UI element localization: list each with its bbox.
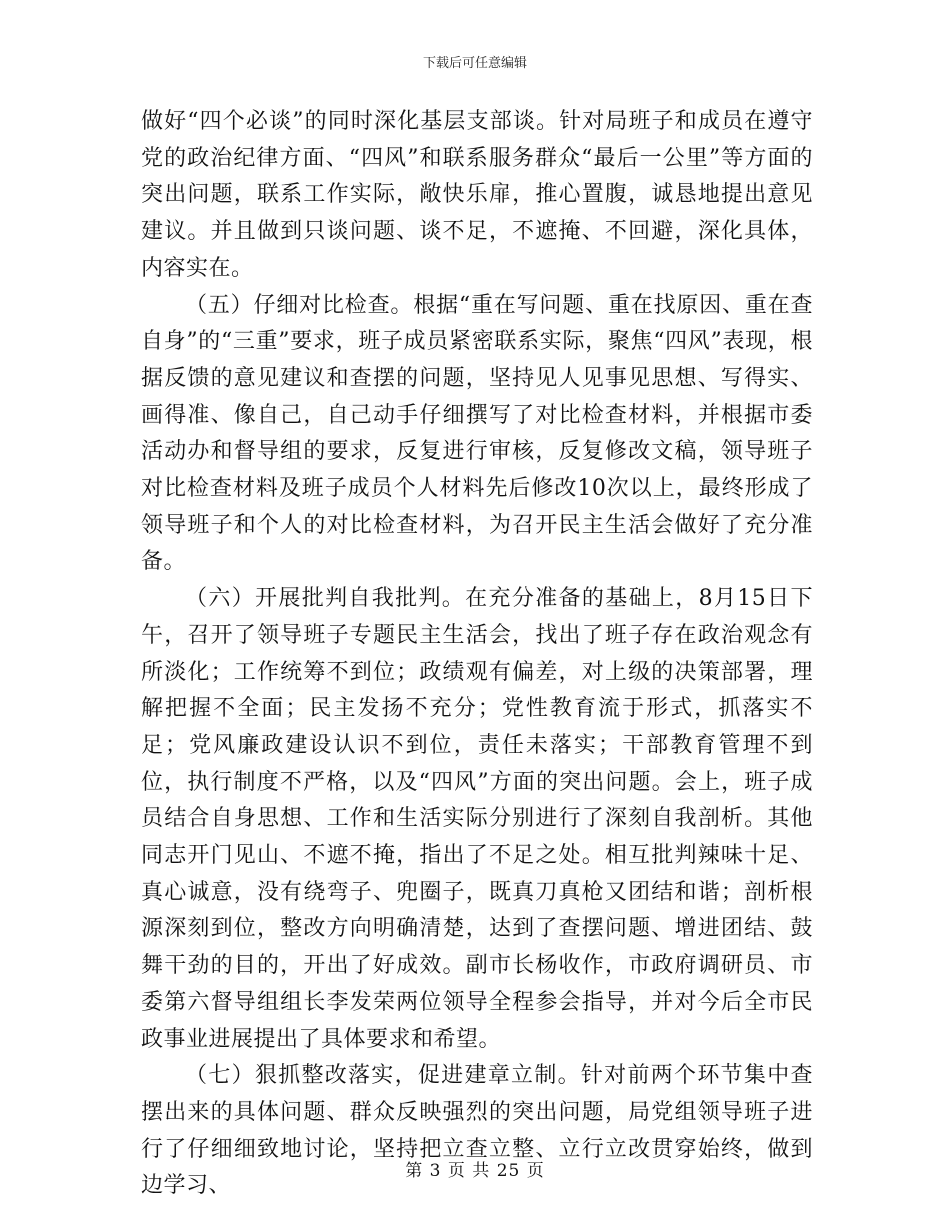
paragraph-section-6: （六）开展批判自我批判。在充分准备的基础上，8月15日下午，召开了领导班子专题民主生活会，找出了班子存在政治观念有所淡化；工作统筹不到位；政绩观有偏差，对上级的决策部署，理解把握不全面；民主发扬不充分；党性教育流于形式，抓落实不足；党风廉政建设认识不到位，责任未落实；干部教育管理不到位，执行制度不严格，以及“四风”方面的突出问题。会上，班子成员结合自身思想、工作和生活实际分别进行了深刻自我剖析。其他同志开门见山、不遮不掩，指出了不足之处。相互批判辣味十足、真心诚意，没有绕弯子、兜圈子，既真刀真枪又团结和谐；剖析根源深刻到位，整改方向明确清楚，达到了查摆问题、增进团结、鼓舞干劲的目的，开出了好成效。副市长杨收作，市政府调研员、市委第六督导组组长李发荣两位领导全程参会指导，并对今后全市民政事业进展提出了具体要求和希望。 (141, 586, 813, 1052)
paragraph-continuation: 做好“四个必谈”的同时深化基层支部谈。针对局班子和成员在遵守党的政治纪律方面、“四风”和联系服务群众“最后一公里”等方面的突出问题，联系工作实际，敞快乐扉，推心置腹，诚恳地提出意见建议。并且做到只谈问题、谈不足，不遮掩、不回避，深化具体，内容实在。 (141, 109, 813, 281)
page-header: 下载后可任意编辑 (422, 56, 527, 71)
page-number-footer: 第 3 页 共 25 页 (405, 1161, 545, 1181)
paragraph-section-5: （五）仔细对比检查。根据“重在写问题、重在找原因、重在查自身”的“三重”要求，班子成员紧密联系实际，聚焦“四风”表现，根据反馈的意见建议和查摆的问题，坚持见人见事见思想、写得实、画得准、像自己，自己动手仔细撰写了对比检查材料，并根据市委活动办和督导组的要求，反复进行审核，反复修改文稿，领导班子对比检查材料及班子成员个人材料先后修改10次以上，最终形成了领导班子和个人的对比检查材料，为召开民主生活会做好了充分准备。 (141, 292, 813, 575)
paragraph-section-7: （七）狠抓整改落实，促进建章立制。针对前两个环节集中查摆出来的具体问题、群众反映强烈的突出问题，局党组领导班子进行了仔细细致地讨论，坚持把立查立整、立行立改贯穿始终，做到边学习、 (141, 1063, 813, 1199)
document-body (141, 104, 813, 1205)
